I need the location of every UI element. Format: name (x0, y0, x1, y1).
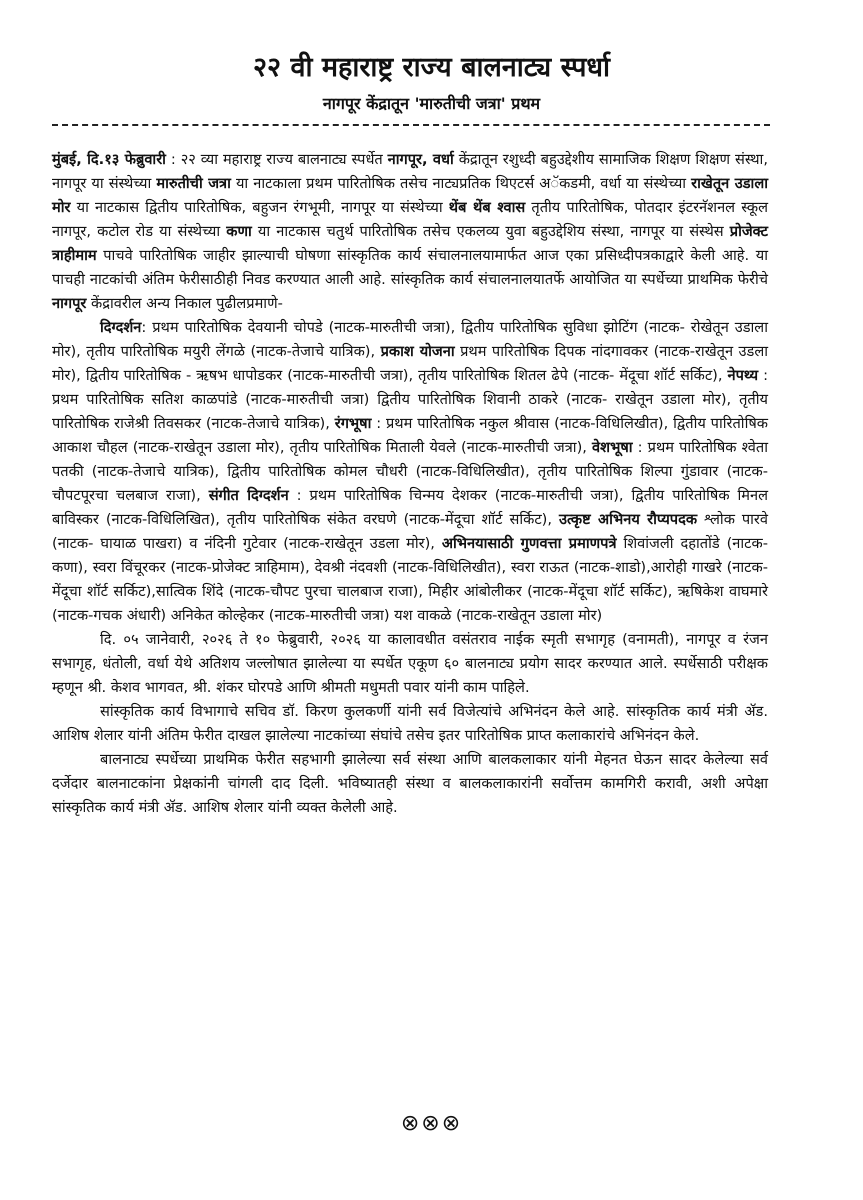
play-name: कणा (226, 223, 252, 240)
play-name: राखेतून उडाला मोर (52, 175, 768, 216)
award-category: वेशभूषा (592, 439, 633, 456)
award-category: अभिनयासाठी गुणवत्ता प्रमाणपत्रे (441, 535, 617, 552)
document-subtitle: नागपूर केंद्रातून 'मारुतीची जत्रा' प्रथम (322, 94, 541, 113)
congratulations-paragraph: सांस्कृतिक कार्य विभागाचे सचिव डॉ. किरण कुलकर्णी यांनी सर्व विजेत्यांचे अभिनंदन केले आहे. सांस्कृतिक कार्य मंत्री ॲड. आशिष शेलार यांनी अंतिम फेरीत दाखल झालेल्या नाटकांच्या संघांचे तसेच इतर पारितोषिक प्राप्त कलाकारांचे अभिनंदन केले. (52, 703, 768, 744)
award-category: संगीत दिग्दर्शन (208, 487, 289, 504)
award-category: नेपथ्य (727, 367, 759, 384)
play-name: मारुतीची जत्रा (156, 175, 231, 192)
end-mark: ⊗⊗⊗ (400, 1111, 463, 1136)
intro-paragraph: मुंबई, दि.१३ फेब्रुवारी : २२ व्या महाराष्ट्र राज्य बालनाट्य स्पर्धेत नागपूर, वर्धा केंद्रातून रशुध्दी बहुउद्देशीय सामाजिक शिक्षण शिक्षण संस्था, नागपूर या संस्थेच्या मारुतीची जत्रा या नाटकाला प्रथम पारितोषिक तसेच नाट्यप्रतिक थिएटर्स अॅकडमी, वर्धा या संस्थेच्या राखेतून उडाला मोर या नाटकास द्वितीय पारितोषिक, बहुजन रंगभूमी, नागपूर या संस्थेच्या थेंब थेंब श्वास तृतीय पारितोषिक, पोतदार इंटरनॅशनल स्कूल नागपूर, कटोल रोड या संस्थेच्या कणा या नाटकास चतुर्थ पारितोषिक तसेच एकलव्य युवा बहुउद्देशिय संस्था, नागपूर या संस्थेस प्रोजेक्ट त्राहीमाम पाचवे पारितोषिक जाहीर झाल्याची घोषणा सांस्कृतिक कार्य संचालनालयामार्फत आज एका प्रसिध्दीपत्रकाद्वारे केली आहे. या पाचही नाटकांची अंतिम फेरीसाठीही निवड करण्यात आली आहे. सांस्कृतिक कार्य संचालनालयातर्फे आयोजित या स्पर्धेच्या प्राथमिक फेरीचे नागपूर केंद्रावरील अन्य निकाल पुढीलप्रमाणे- (52, 151, 768, 312)
closing-paragraph: बालनाट्य स्पर्धेच्या प्राथमिक फेरीत सहभागी झालेल्या सर्व संस्था आणि बालकलाकार यांनी मेहनत घेऊन सादर केलेल्या सर्व दर्जेदार बालनाटकांना प्रेक्षकांनी चांगली दाद दिली. भविष्यातही संस्था व बालकलाकारांनी सर्वोत्तम कामगिरी करावी, अशी अपेक्षा सांस्कृतिक कार्य मंत्री ॲड. आशिष शेलार यांनी व्यक्त केलेली आहे. (52, 751, 768, 816)
awards-paragraph: दिग्दर्शन: प्रथम पारितोषिक देवयानी चोपडे (नाटक-मारुतीची जत्रा), द्वितीय पारितोषिक सुविधा झोटिंग (नाटक- रोखेतून उडाला मोर), तृतीय पारितोषिक मयुरी लेंगळे (नाटक-तेजाचे यात्रिक), प्रकाश योजना प्रथम पारितोषिक दिपक नांदगावकर (नाटक-राखेतून उडला मोर), द्वितीय पारितोषिक - ऋषभ धापोडकर (नाटक-मारुतीची जत्रा), तृतीय पारितोषिक शितल ढेपे (नाटक- मेंदूचा शॉर्ट सर्किट), नेपथ्य : प्रथम पारितोषिक सतिश काळपांडे (नाटक-मारुतीची जत्रा) द्वितीय पारितोषिक शिवानी ठाकरे (नाटक- राखेतून उडाला मोर), तृतीय पारितोषिक राजेश्री तिवसकर (नाटक-तेजाचे यात्रिक), रंगभूषा : प्रथम पारितोषिक नकुल श्रीवास (नाटक-विधिलिखीत), द्वितीय पारितोषिक आकाश चौहल (नाटक-राखेतून उडाला मोर), तृतीय पारितोषिक मिताली येवले (नाटक-मारुतीची जत्रा), वेशभूषा : प्रथम पारितोषिक श्वेता पतकी (नाटक-तेजाचे यात्रिक), द्वितीय पारितोषिक कोमल चौधरी (नाटक-विधिलिखीत), तृतीय पारितोषिक शिल्पा गुंडावार (नाटक-चौपटपूरचा चलबाज राजा), संगीत दिग्दर्शन : प्रथम पारितोषिक चिन्मय देशकर (नाटक-मारुतीची जत्रा), द्वितीय पारितोषिक मिनल बाविस्कर (नाटक-विधिलिखित), तृतीय पारितोषिक संकेत वरघणे (नाटक-मेंदूचा शॉर्ट सर्किट), उत्कृष्ट अभिनय रौप्यपदक श्लोक पारवे (नाटक- घायाळ पाखरा) व नंदिनी गुटेवार (नाटक-राखेतून उडला मोर), अभिनयासाठी गुणवत्ता प्रमाणपत्रे शिवांजली दहातोंडे (नाटक-कणा), स्वरा विंचूरकर (नाटक-प्रोजेक्ट त्राहिमाम), देवश्री नंदवशी (नाटक-विधिलिखीत), स्वरा राऊत (नाटक-शाडो),आरोही गाखरे (नाटक-मेंदूचा शॉर्ट सर्किट),सात्विक शिंदे (नाटक-चौपट पुरचा चालबाज राजा), मिहीर आंबोलीकर (नाटक-मेंदूचा शॉर्ट सर्किट), ऋषिकेश वाघमारे (नाटक-गचक अंधारी) अनिकेत कोल्हेकर (नाटक-मारुतीची जत्रा) यश वाकळे (नाटक-राखेतून उडाला मोर) (52, 319, 769, 624)
play-name: प्रोजेक्ट त्राहीमाम (52, 223, 768, 264)
document-title: २२ वी महाराष्ट्र राज्य बालनाट्य स्पर्धा (252, 52, 611, 83)
document-body (52, 148, 768, 820)
award-category: प्रकाश योजना (380, 343, 455, 360)
event-details-paragraph: दि. ०५ जानेवारी, २०२६ ते १० फेब्रुवारी, २०२६ या कालावधीत वसंतराव नाईक स्मृती सभागृह (वनामती), नागपूर व रंजन सभागृह, धंतोली, वर्धा येथे अतिशय जल्लोषात झालेल्या या स्पर्धेत एकूण ६० बालनाट्य प्रयोग सादर करण्यात आले. स्पर्धेसाठी परीक्षक म्हणून श्री. केशव भागवत, श्री. शंकर घोरपडे आणि श्रीमती मधुमती पवार यांनी काम पाहिले. (52, 631, 768, 696)
award-category: रंगभूषा (334, 415, 372, 432)
play-name: थेंब थेंब श्वास (448, 199, 526, 216)
dateline: मुंबई, दि.१३ फेब्रुवारी (52, 151, 166, 168)
award-category: दिग्दर्शन (100, 319, 142, 336)
dashed-divider (52, 124, 770, 126)
award-category: उत्कृष्ट अभिनय रौप्यपदक (558, 511, 698, 528)
